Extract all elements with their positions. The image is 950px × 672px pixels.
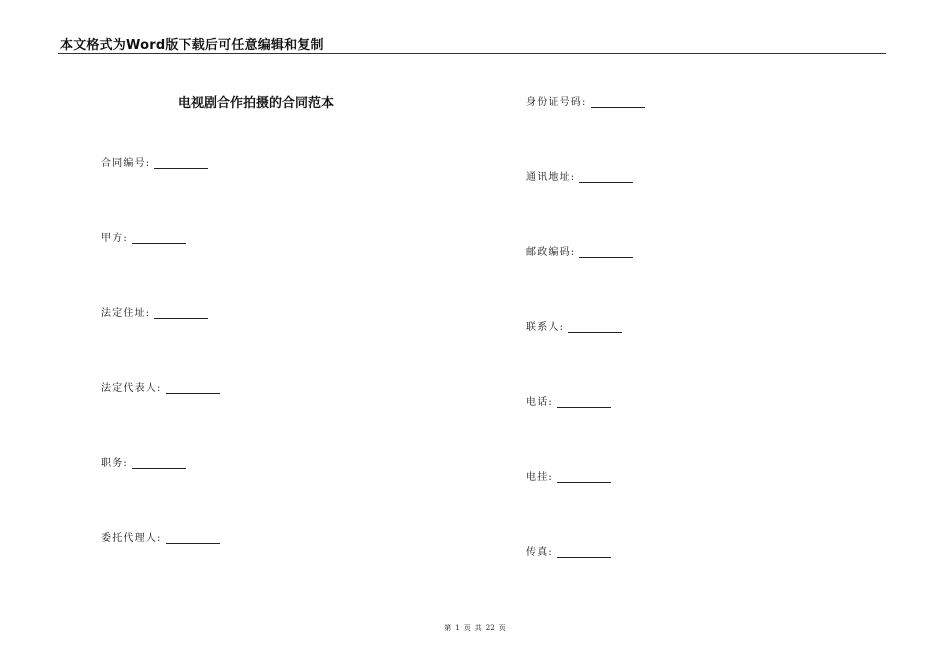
field-party-a [101, 229, 186, 244]
footer-page-unit: 页 [463, 624, 471, 632]
blank-line[interactable] [557, 473, 611, 483]
field-label: 邮政编码: [526, 247, 576, 258]
header-text: 本文格式为Word版下载后可任意编辑和复制 [60, 38, 324, 53]
page-footer [0, 623, 950, 633]
field-id-number [526, 93, 645, 108]
field-label: 传真: [526, 547, 553, 558]
blank-line[interactable] [132, 234, 186, 244]
field-contract-number [101, 154, 208, 169]
field-label: 法定代表人: [101, 383, 162, 394]
blank-line[interactable] [591, 98, 645, 108]
blank-line[interactable] [154, 159, 208, 169]
field-legal-representative [101, 379, 220, 394]
footer-prefix: 第 [444, 624, 452, 632]
field-legal-address [101, 304, 208, 319]
blank-line[interactable] [557, 398, 611, 408]
blank-line[interactable] [557, 548, 611, 558]
field-label: 合同编号: [101, 158, 151, 169]
footer-total-prefix: 共 [474, 624, 482, 632]
field-label: 法定住址: [101, 308, 151, 319]
field-label: 电话: [526, 397, 553, 408]
blank-line[interactable] [154, 309, 208, 319]
field-label: 身份证号码: [526, 97, 587, 108]
blank-line[interactable] [132, 459, 186, 469]
blank-line[interactable] [166, 384, 220, 394]
blank-line[interactable] [568, 323, 622, 333]
field-contact-person [526, 318, 622, 333]
page-header [58, 33, 886, 54]
field-postal-code [526, 243, 633, 258]
field-label: 职务: [101, 458, 128, 469]
field-label: 电挂: [526, 472, 553, 483]
blank-line[interactable] [166, 534, 220, 544]
field-authorized-agent [101, 529, 220, 544]
field-label: 通讯地址: [526, 172, 576, 183]
blank-line[interactable] [579, 173, 633, 183]
field-phone [526, 393, 611, 408]
field-label: 联系人: [526, 322, 565, 333]
footer-page-number: 1 [455, 624, 460, 632]
field-label: 甲方: [101, 233, 128, 244]
field-fax [526, 543, 611, 558]
blank-line[interactable] [579, 248, 633, 258]
field-label: 委托代理人: [101, 533, 162, 544]
footer-total-pages: 22 [485, 624, 495, 632]
field-mailing-address [526, 168, 633, 183]
field-telegraph [526, 468, 611, 483]
field-position [101, 454, 186, 469]
footer-total-unit: 页 [498, 624, 506, 632]
document-title: 电视剧合作拍摄的合同范本 [178, 96, 335, 111]
